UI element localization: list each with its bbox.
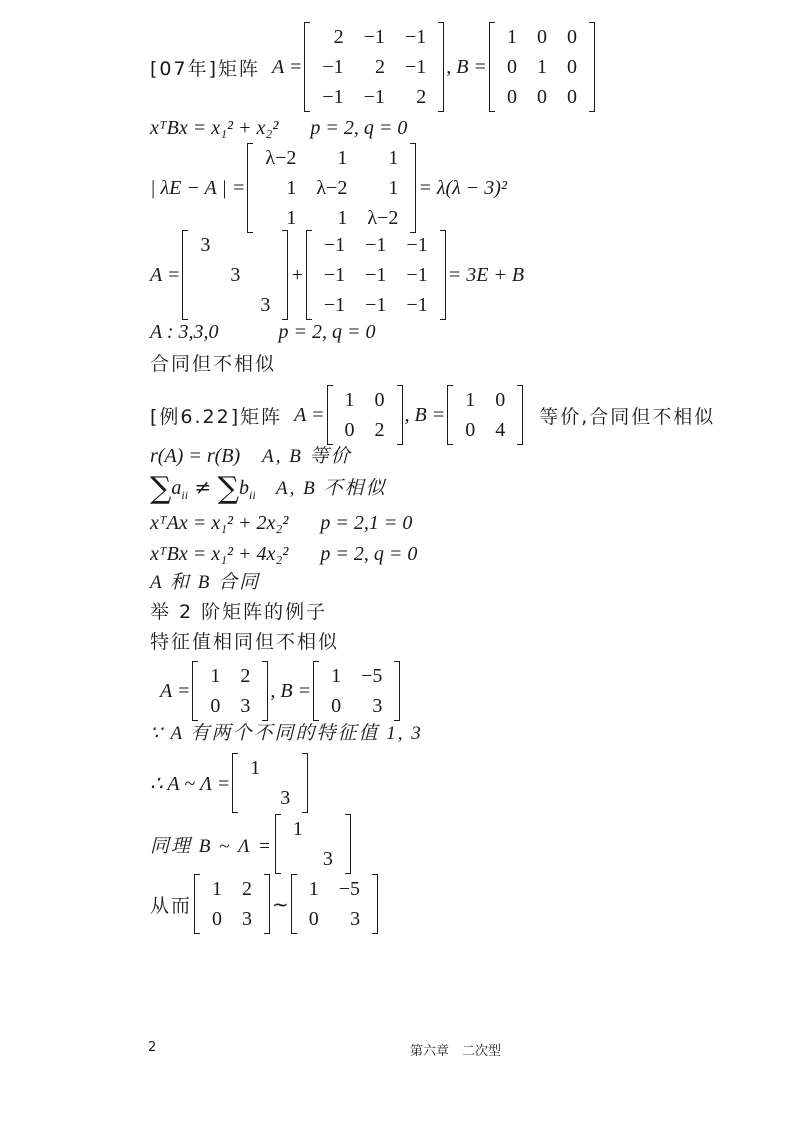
- matrix-cell: 1: [337, 146, 348, 169]
- matrix-table: [455, 385, 515, 445]
- matrix-cell: 3: [322, 847, 333, 870]
- matrix-cell: −1: [406, 293, 428, 316]
- matrix-cell: 0: [566, 55, 577, 78]
- therefore-line: [150, 753, 310, 813]
- matrix-cell: 3: [240, 694, 251, 717]
- eigenvalues-line: [150, 322, 376, 342]
- matrix-cell: 2: [374, 55, 385, 78]
- example-07-header: [150, 22, 597, 112]
- matrix-cell: −1: [404, 25, 427, 48]
- matrix-cell: 3: [242, 907, 253, 930]
- inertia-index-2: p = 2, q = 0: [278, 321, 376, 343]
- matrix-cell: 2: [242, 877, 253, 900]
- matrix-cell: 1: [337, 206, 348, 229]
- matrix-cell: 0: [331, 694, 342, 717]
- decomp-lhs: A =: [150, 263, 181, 286]
- quadratic-form-b2: [150, 544, 417, 564]
- page-number: 2: [148, 1040, 157, 1055]
- lambda-matrix-1: [232, 753, 308, 813]
- matrix-cell: [313, 814, 343, 844]
- matrix-cell: 1: [536, 55, 547, 78]
- eq-label-a3: A =: [160, 679, 191, 702]
- matrix-cell: 1: [250, 756, 261, 779]
- sum-symbol-1: ∑: [150, 471, 172, 506]
- matrix-b4: [291, 874, 378, 934]
- matrix-cell: 2: [416, 85, 427, 108]
- matrix-b3: [313, 661, 400, 721]
- matrix-cell: 0: [210, 694, 221, 717]
- matrix-table: [240, 753, 300, 813]
- inertia-index: p = 2, q = 0: [310, 117, 408, 139]
- matrix-cell: 1: [506, 25, 517, 48]
- rank-equal: r(A) = r(B): [150, 445, 241, 467]
- matrix-cell: 1: [344, 388, 355, 411]
- matrix-cell: −1: [363, 85, 385, 108]
- example-2x2: [160, 661, 402, 721]
- matrix-cell: 0: [344, 418, 355, 441]
- decomp-rhs: = 3E + B: [447, 263, 525, 286]
- matrix-cell: [250, 260, 280, 290]
- matrix-table: [497, 22, 587, 112]
- matrix-cell: −1: [322, 55, 344, 78]
- qa-text: xᵀAx = x₁² + 2x₂²: [150, 512, 289, 534]
- matrix-cell: 3: [200, 233, 211, 256]
- matrix-cell: −1: [323, 293, 346, 316]
- trace-a: a: [171, 477, 182, 499]
- matrix-cell: 0: [506, 85, 517, 108]
- matrix-cell: [190, 260, 220, 290]
- matrix-cell: 1: [388, 176, 399, 199]
- eigenvalues: A : 3,3,0: [150, 321, 219, 343]
- matrix-cell: [190, 290, 220, 320]
- matrix-table: [255, 143, 408, 233]
- matrix-cell: 1: [308, 877, 319, 900]
- quadratic-form-text: xᵀBx = x₁² + x₂²: [150, 117, 279, 139]
- matrix-cell: 3: [280, 786, 291, 809]
- hence-line: [150, 874, 380, 934]
- trace-sub-b: ii: [249, 488, 256, 502]
- similar-sign: ~: [272, 892, 289, 916]
- hence-text: 从而: [150, 894, 193, 917]
- matrix-table: [200, 661, 260, 721]
- matrix-cell: 1: [286, 176, 297, 199]
- matrix-cell: [270, 753, 300, 783]
- char-rhs: = λ(λ − 3)²: [418, 176, 507, 199]
- matrix-cell: −5: [361, 664, 383, 687]
- matrix-cell: λ−2: [367, 206, 399, 229]
- matrix-cell: 0: [566, 85, 577, 108]
- eq-label-b: , B =: [446, 55, 487, 78]
- matrix-cell: [220, 230, 250, 260]
- sum-symbol-2: ∑: [217, 471, 239, 506]
- matrix-cell: 0: [465, 418, 476, 441]
- matrix-table: [202, 874, 262, 934]
- matrix-cell: 3: [372, 694, 383, 717]
- similarly-line: [150, 814, 353, 874]
- rank-conclusion: A, B 等价: [262, 446, 352, 467]
- eq-label-a2: A =: [294, 403, 325, 426]
- matrix-cell: λ−2: [316, 176, 348, 199]
- qa-index: p = 2,1 = 0: [320, 512, 413, 534]
- matrix-b2: [447, 385, 523, 445]
- matrix-a2: [327, 385, 403, 445]
- matrix-cell: 1: [465, 388, 476, 411]
- trace-conclusion: A, B 不相似: [276, 478, 387, 499]
- matrix-cell: −1: [404, 55, 427, 78]
- matrix-cell: −1: [322, 85, 344, 108]
- therefore-text: ∴ A ~ Λ =: [150, 772, 231, 795]
- example-tag: [07年]矩阵: [150, 57, 261, 80]
- matrix-b: [489, 22, 595, 112]
- characteristic-polynomial: [150, 143, 507, 233]
- plus-sign: +: [290, 263, 304, 286]
- matrix-cell: 1: [286, 206, 297, 229]
- trace-line: [150, 471, 387, 506]
- matrix-table: [321, 661, 392, 721]
- matrix-decomposition: [150, 230, 524, 320]
- example-622-tail: 等价,合同但不相似: [539, 405, 716, 428]
- matrix-cell: 4: [495, 418, 506, 441]
- matrix-cell: 2: [374, 418, 385, 441]
- matrix-cell: 2: [240, 664, 251, 687]
- ones-matrix: [306, 230, 446, 320]
- diag-matrix: [182, 230, 288, 320]
- matrix-cell: −1: [323, 263, 346, 286]
- matrix-cell: 1: [212, 877, 223, 900]
- matrix-cell: 0: [536, 25, 547, 48]
- matrix-cell: 3: [350, 907, 361, 930]
- congruent-line: A 和 B 合同: [150, 572, 261, 593]
- trace-sub-a: ii: [181, 488, 189, 502]
- matrix-cell: 1: [292, 817, 303, 840]
- matrix-cell: 0: [308, 907, 319, 930]
- matrix-cell: 0: [506, 55, 517, 78]
- matrix-a3: [192, 661, 268, 721]
- example-622-header: [150, 385, 715, 445]
- matrix-cell: 2: [333, 25, 344, 48]
- matrix-cell: −5: [338, 877, 361, 900]
- matrix-cell: −1: [406, 263, 428, 286]
- similarly-text: 同理 B ~ Λ =: [150, 835, 273, 857]
- matrix-cell: −1: [365, 293, 387, 316]
- rank-line: [150, 445, 352, 466]
- matrix-cell: 1: [388, 146, 399, 169]
- matrix-cell: [250, 230, 280, 260]
- matrix-cell: −1: [323, 233, 346, 256]
- example-tag-2: [例6.22]矩阵: [150, 405, 283, 428]
- char-lhs: | λE − A | =: [150, 176, 246, 199]
- section-subtitle: 特征值相同但不相似: [150, 631, 340, 653]
- because-line: ∵ A 有两个不同的特征值 1, 3: [150, 723, 423, 744]
- matrix-cell: 0: [536, 85, 547, 108]
- not-equal: ≠: [194, 475, 212, 499]
- trace-b: b: [239, 477, 249, 499]
- char-matrix: [247, 143, 416, 233]
- qb-text: xᵀBx = x₁² + 4x₂²: [150, 543, 289, 565]
- matrix-table: [314, 230, 438, 320]
- matrix-cell: 0: [374, 388, 385, 411]
- matrix-cell: 3: [230, 263, 241, 286]
- qb-index: p = 2, q = 0: [320, 543, 418, 565]
- matrix-cell: 1: [331, 664, 342, 687]
- matrix-cell: 0: [566, 25, 577, 48]
- matrix-cell: −1: [365, 233, 387, 256]
- chapter-title: 第六章 二次型: [410, 1044, 502, 1059]
- section-title: 举 2 阶矩阵的例子: [150, 601, 328, 623]
- matrix-table: [190, 230, 280, 320]
- matrix-table: [283, 814, 343, 874]
- eq-label-a: A =: [272, 55, 303, 78]
- matrix-cell: −1: [406, 233, 428, 256]
- matrix-table: [299, 874, 370, 934]
- conclusion-1: 合同但不相似: [150, 353, 277, 375]
- matrix-cell: −1: [363, 25, 385, 48]
- quadratic-form-b: [150, 118, 407, 138]
- eq-label-b2: , B =: [404, 403, 446, 426]
- matrix-a4: [194, 874, 270, 934]
- matrix-cell: λ−2: [265, 146, 297, 169]
- matrix-table: [335, 385, 395, 445]
- matrix-table: [312, 22, 436, 112]
- matrix-cell: 0: [495, 388, 506, 411]
- matrix-cell: 3: [260, 293, 271, 316]
- matrix-cell: [240, 783, 270, 813]
- lambda-matrix-2: [275, 814, 351, 874]
- matrix-a: [304, 22, 444, 112]
- matrix-cell: [220, 290, 250, 320]
- matrix-cell: [283, 844, 313, 874]
- eq-label-b3: , B =: [270, 679, 312, 702]
- matrix-cell: 1: [210, 664, 221, 687]
- matrix-cell: 0: [212, 907, 223, 930]
- matrix-cell: −1: [365, 263, 387, 286]
- quadratic-form-a2: [150, 513, 412, 533]
